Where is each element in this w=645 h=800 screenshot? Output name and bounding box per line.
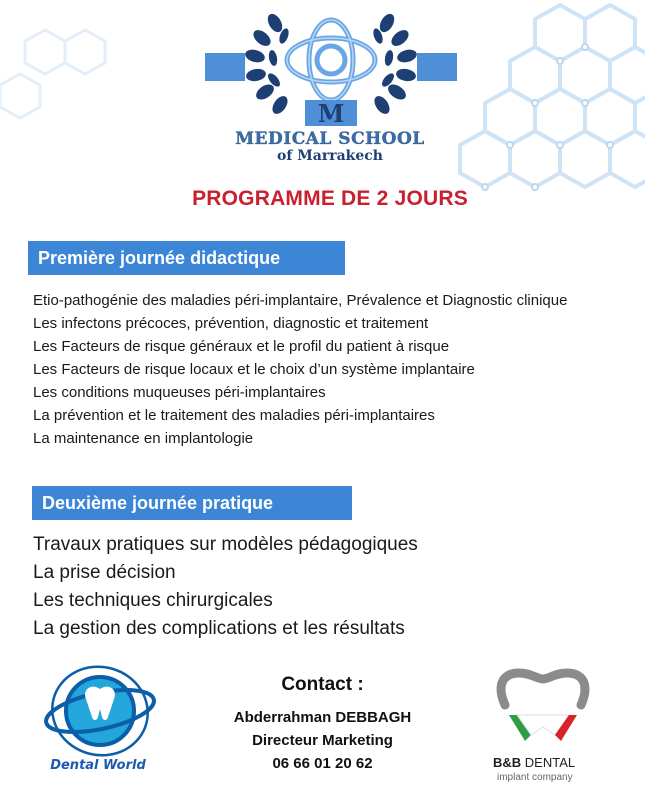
- medical-school-logo: [200, 8, 460, 163]
- day1-topic-list: [33, 289, 628, 450]
- school-city: of Marrakech: [277, 148, 383, 164]
- list-item: La gestion des complications et les résultats: [33, 618, 405, 639]
- list-item: La maintenance en implantologie: [33, 430, 254, 447]
- contact-title: Contact :: [281, 674, 364, 695]
- list-item: Les infectons précoces, prévention, diagnostic et traitement: [33, 315, 429, 332]
- list-item: La prise décision: [33, 562, 176, 583]
- contact-role: Directeur Marketing: [252, 732, 393, 749]
- contact-phone[interactable]: 06 66 01 20 62: [272, 755, 373, 772]
- school-name: MEDICAL SCHOOL: [235, 129, 425, 149]
- programme-title: PROGRAMME DE 2 JOURS: [192, 187, 468, 210]
- list-item: Les conditions muqueuses péri-implantaires: [33, 384, 326, 401]
- list-item: Les Facteurs de risque locaux et le choix d’un système implantaire: [33, 361, 475, 378]
- bb-dental-name: [493, 755, 603, 770]
- bb-dental-name-rest: DENTAL: [524, 755, 576, 770]
- bb-dental-tagline: implant company: [497, 772, 573, 783]
- bb-dental-name-bold: B&B: [493, 755, 522, 770]
- day1-heading: Première journée didactique: [28, 241, 345, 275]
- logo-monogram: M: [305, 100, 357, 126]
- list-item: La prévention et le traitement des maladies péri-implantaires: [33, 407, 435, 424]
- list-item: Etio-pathogénie des maladies péri-implantaire, Prévalence et Diagnostic clinique: [33, 292, 568, 309]
- list-item: Les Facteurs de risque généraux et le profil du patient à risque: [33, 338, 450, 355]
- contact-name: Abderrahman DEBBAGH: [233, 709, 412, 726]
- list-item: Les techniques chirurgicales: [33, 590, 273, 611]
- bb-dental-tooth-icon: [493, 665, 593, 745]
- day2-topic-list: [33, 531, 628, 643]
- day2-heading: Deuxième journée pratique: [32, 486, 352, 520]
- list-item: Travaux pratiques sur modèles pédagogiques: [33, 534, 418, 555]
- dental-world-name: Dental World: [50, 758, 146, 773]
